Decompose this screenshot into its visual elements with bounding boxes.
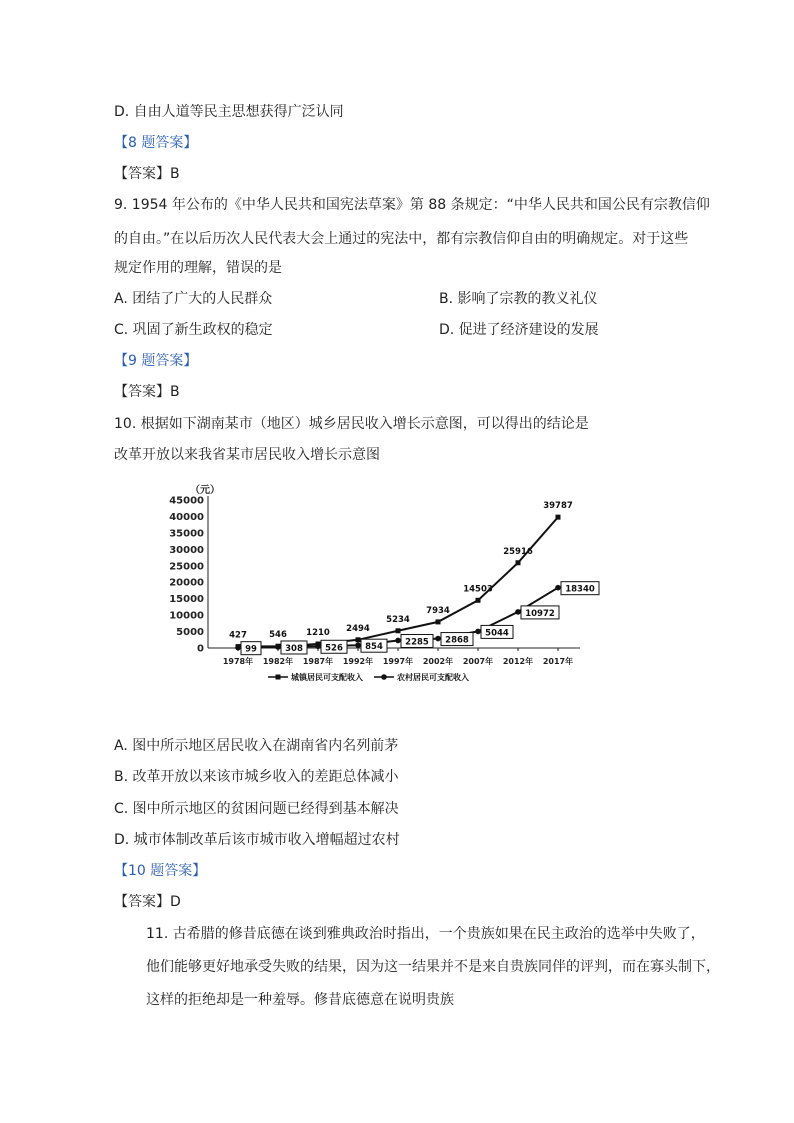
urban-data-label: 546: [269, 630, 287, 641]
x-tick-label: 1987年: [302, 657, 334, 666]
q9-option-c: C. 巩固了新生政权的稳定: [114, 322, 273, 338]
q9-answer-title: 【9 题答案】: [114, 353, 198, 369]
legend-urban-label: 城镇居民可支配收入: [291, 673, 363, 682]
q10-option-c: C. 图中所示地区的贫困问题已经得到基本解决: [114, 801, 399, 817]
q10-option-a: A. 图中所示地区居民收入在湖南省内名列前茅: [114, 738, 399, 754]
urban-data-label: 25916: [503, 546, 533, 557]
urban-data-label: 1210: [306, 628, 330, 639]
rural-data-label: 2868: [445, 635, 469, 646]
q8-answer: 【答案】B: [114, 166, 180, 182]
y-tick-label: 20000: [169, 577, 204, 589]
rural-point: [315, 643, 321, 649]
rural-data-label: 10972: [525, 608, 555, 619]
q11-stem-line3: 这样的拒绝却是一种羞辱。修昔底德意在说明贵族: [146, 992, 454, 1008]
urban-point: [556, 515, 561, 520]
q9-stem-line1: 9. 1954 年公布的《中华人民共和国宪法草案》第 88 条规定：“中华人民共和国公民有宗教信仰: [114, 197, 710, 213]
x-tick-label: 1982年: [262, 657, 294, 666]
urban-data-label: 39787: [543, 501, 573, 512]
legend-rural-label: 农村居民可支配收入: [397, 673, 469, 682]
rural-data-label: 526: [325, 643, 343, 654]
q9-option-b: B. 影响了宗教的教义礼仪: [439, 291, 598, 307]
legend-urban-marker: [276, 675, 281, 680]
q10-answer: 【答案】D: [114, 894, 181, 910]
urban-data-label: 427: [229, 630, 247, 641]
q10-option-d: D. 城市体制改革后该市城市收入增幅超过农村: [114, 832, 400, 848]
rural-data-label: 99: [245, 644, 257, 655]
x-tick-label: 1997年: [382, 657, 414, 666]
rural-point: [355, 642, 361, 648]
income-growth-chart: [160, 478, 600, 692]
rural-point: [395, 638, 401, 644]
legend-rural-marker: [381, 674, 387, 680]
y-tick-label: 0: [197, 643, 204, 655]
q10-option-b: B. 改革开放以来该市城乡收入的差距总体减小: [114, 769, 399, 785]
rural-point: [275, 644, 281, 650]
q10-stem: 10. 根据如下湖南某市（地区）城乡居民收入增长示意图，可以得出的结论是: [114, 416, 589, 432]
rural-point: [235, 645, 241, 651]
y-tick-label: 45000: [169, 495, 204, 507]
q9-option-a: A. 团结了广大的人民群众: [114, 291, 273, 307]
q9-stem-line2: 的自由。”在以后历次人民代表大会上通过的宪法中，都有宗教信仰自由的明确规定。对于这些: [114, 231, 689, 247]
x-tick-label: 2002年: [422, 657, 454, 666]
rural-data-label: 854: [365, 642, 383, 653]
rural-point: [555, 585, 561, 591]
q8-answer-title: 【8 题答案】: [114, 135, 198, 151]
y-tick-label: 10000: [169, 610, 204, 622]
y-tick-label: 40000: [169, 511, 204, 523]
rural-point: [475, 629, 481, 635]
rural-point: [435, 636, 441, 642]
x-tick-label: 1978年: [222, 657, 254, 666]
q11-stem-line1: 11. 古希腊的修昔底德在谈到雅典政治时指出，一个贵族如果在民主政治的选举中失败了，: [146, 926, 705, 942]
rural-data-label: 18340: [565, 584, 595, 595]
x-tick-label: 2017年: [542, 657, 574, 666]
q9-option-d: D. 促进了经济建设的发展: [439, 322, 599, 338]
x-tick-label: 1992年: [342, 657, 374, 666]
y-tick-label: 35000: [169, 528, 204, 540]
urban-data-label: 2494: [346, 623, 370, 634]
y-tick-label: 15000: [169, 594, 204, 606]
y-axis-unit-label: （元）: [190, 485, 220, 496]
rural-data-label: 2285: [405, 637, 429, 648]
x-tick-label: 2012年: [502, 657, 534, 666]
q10-chart-caption: 改革开放以来我省某市居民收入增长示意图: [114, 447, 380, 463]
q9-stem-line3: 规定作用的理解，错误的是: [114, 260, 282, 276]
urban-point: [396, 628, 401, 633]
urban-point: [436, 619, 441, 624]
urban-point: [476, 598, 481, 603]
y-tick-label: 25000: [169, 561, 204, 573]
q8-option-d: D. 自由人道等民主思想获得广泛认同: [114, 104, 344, 120]
q9-answer: 【答案】B: [114, 384, 180, 400]
urban-data-label: 7934: [426, 605, 450, 616]
rural-data-label: 5044: [485, 628, 509, 639]
rural-point: [515, 609, 521, 615]
y-tick-label: 30000: [169, 544, 204, 556]
rural-data-label: 308: [285, 643, 303, 654]
q11-stem-line2: 他们能够更好地承受失败的结果，因为这一结果并不是来自贵族同伴的评判，而在寡头制下，: [146, 959, 720, 975]
urban-point: [516, 560, 521, 565]
q10-answer-title: 【10 题答案】: [114, 863, 207, 879]
urban-point: [356, 637, 361, 642]
urban-data-label: 14503: [463, 584, 493, 595]
urban-data-label: 5234: [386, 614, 410, 625]
y-tick-label: 5000: [176, 627, 204, 639]
x-tick-label: 2007年: [462, 657, 494, 666]
